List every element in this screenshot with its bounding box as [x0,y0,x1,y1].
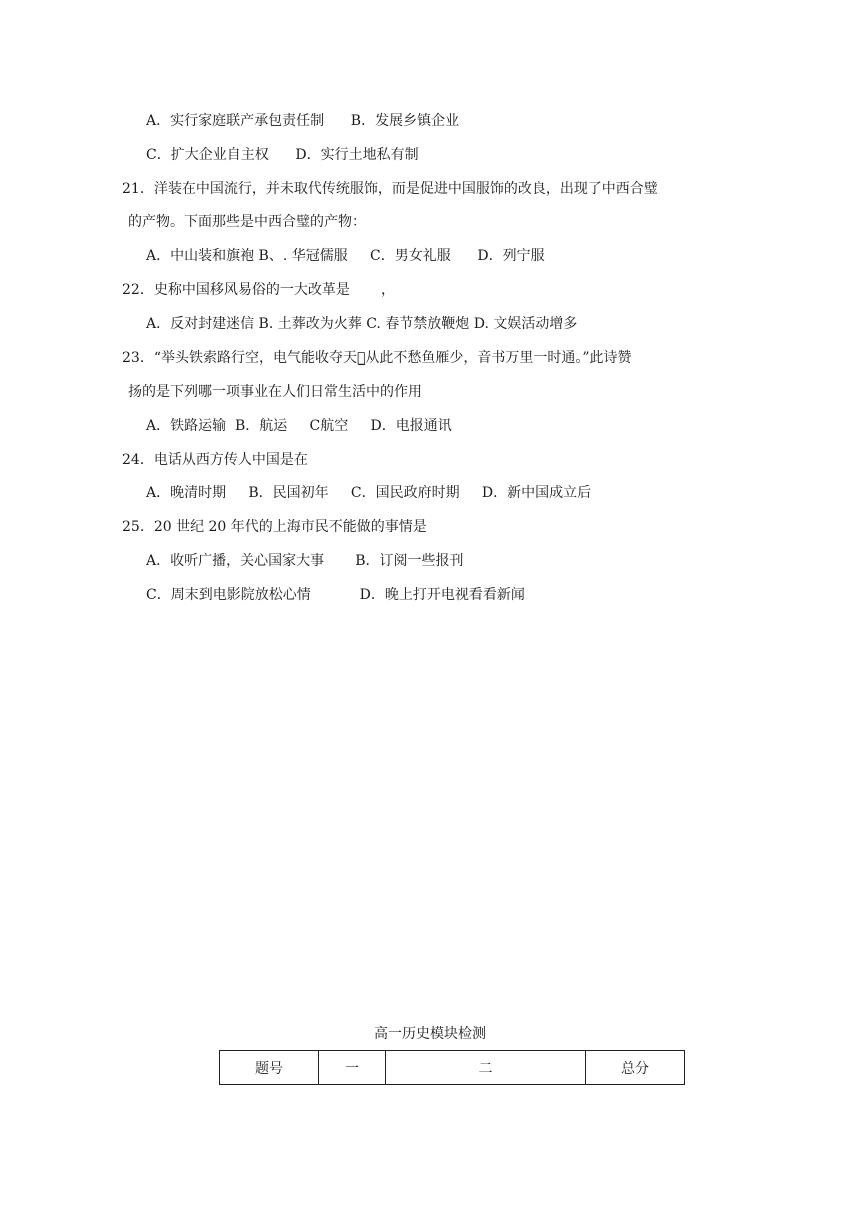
question-21: 21．洋装在中国流行，并未取代传统服饰，而是促进中国服饰的改良，出现了中西合璧 [122,181,658,197]
table-cell: 题号 [220,1051,319,1085]
option-line: A．收听广播，关心国家大事 B．订阅一些报刊 [146,553,464,569]
question-23: 23．“举头铁索路行空，电气能收夺天工̲从此不愁鱼雁少，音书万里一时通。”此诗赞 [122,350,632,366]
option-line: C．扩大企业自主权 D．实行土地私有制 [146,147,419,163]
option-line: A．反对封建迷信 B. 土葬改为火葬 C. 春节禁放鞭炮 D. 文娱活动增多 [146,316,578,332]
table-row [220,1051,685,1085]
question-25: 25．20 世纪 20 年代的上海市民不能做的事情是 [122,519,427,535]
question-21-cont: 的产物。下面那些是中西合璧的产物： [128,214,366,230]
score-table-title: 高一历史模块检测 [374,1026,486,1042]
table-cell: 二 [386,1051,586,1085]
question-23-cont: 扬的是下列哪一项事业在人们日常生活中的作用 [128,384,422,400]
table-cell: 总分 [586,1051,685,1085]
option-line: A．中山装和旗袍 B、. 华冠儒服 C．男女礼服 D．列宁服 [146,248,545,264]
option-line: A．铁路运输 B．航运 C航空 D．电报通讯 [146,418,452,434]
score-table [219,1050,685,1085]
option-line: A．晚清时期 B．民国初年 C．国民政府时期 D．新中国成立后 [146,485,592,501]
question-22: 22．史称中国移风易俗的一大改革是 ， [122,282,395,298]
table-cell: 一 [319,1051,386,1085]
option-line: A．实行家庭联产承包责任制 B．发展乡镇企业 [146,113,460,129]
question-24: 24．电话从西方传人中国是在 [122,452,308,468]
option-line: C．周末到电影院放松心情 D．晚上打开电视看看新闻 [146,587,525,603]
